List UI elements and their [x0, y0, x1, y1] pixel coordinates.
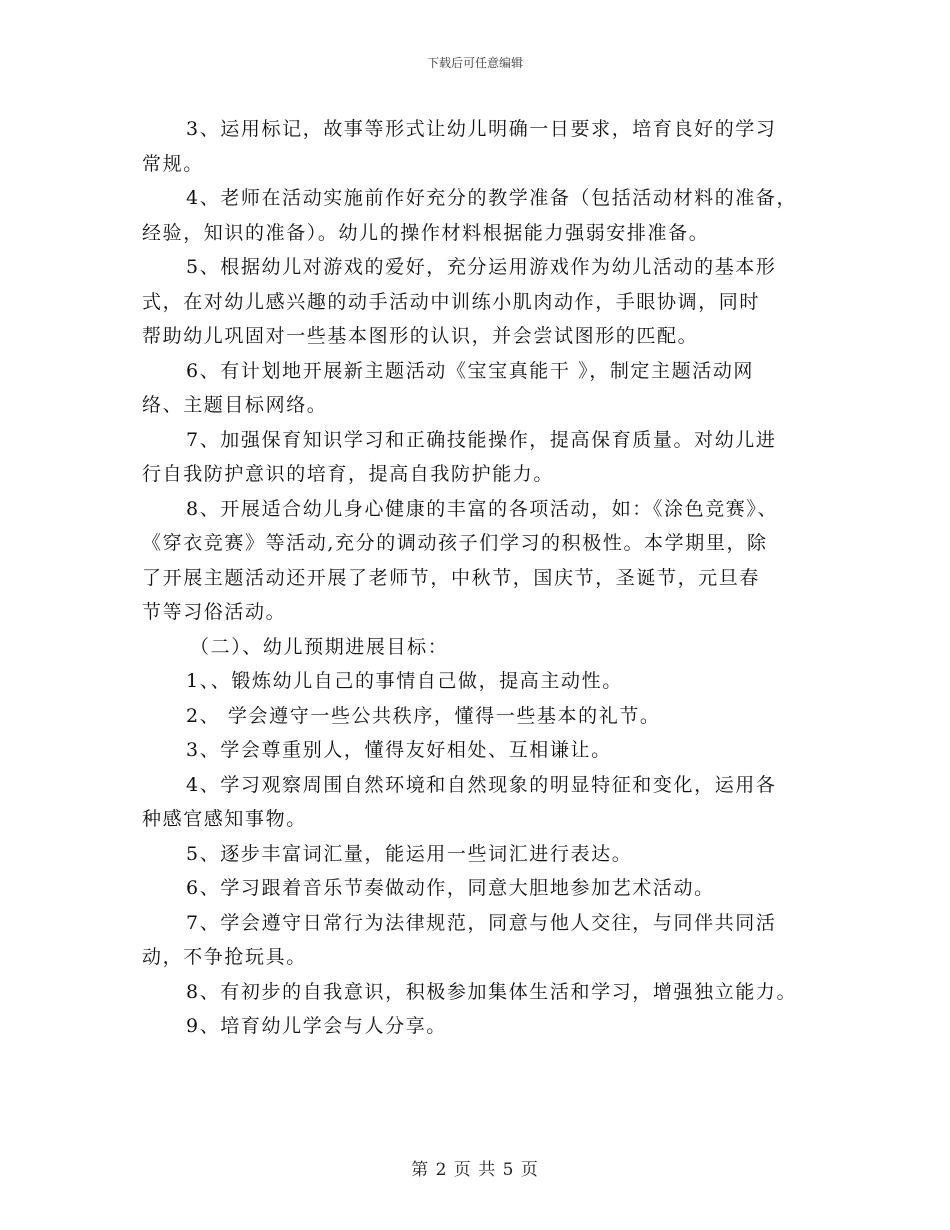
- paragraph: [142, 768, 822, 837]
- paragraph: [142, 112, 822, 181]
- text-line: 3、学会尊重别人，懂得友好相处、互相谦让。: [186, 739, 612, 761]
- paragraph: [142, 630, 822, 665]
- text-line: 8、开展适合幼儿身心健康的丰富的各项活动，如：《涂色竞赛》、: [186, 497, 779, 520]
- text-line: 6、学习跟着音乐节奏做动作，同意大胆地参加艺术活动。: [186, 877, 715, 899]
- paragraph: [142, 837, 822, 872]
- paragraph: [142, 354, 822, 423]
- paragraph: [142, 871, 822, 906]
- document-body: [142, 112, 822, 1044]
- paragraph: [142, 664, 822, 699]
- text-line: 1、、锻炼幼儿自己的事情自己做，提高主动性。: [186, 670, 623, 692]
- text-line: 2、 学会遵守一些公共秩序，懂得一些基本的礼节。: [186, 704, 661, 727]
- text-line: 4、老师在活动实施前作好充分的教学准备（包括活动材料的准备，: [186, 187, 798, 209]
- text-line: 3、运用标记，故事等形式让幼儿明确一日要求，培育良好的学习: [186, 118, 777, 140]
- text-line: 帮助幼儿巩固对一些基本图形的认识，并会尝试图形的匹配。: [142, 325, 699, 347]
- text-line: 经验，知识的准备）。幼儿的操作材料根据能力强弱安排准备。: [142, 221, 710, 244]
- text-line: 常规。: [142, 152, 204, 175]
- paragraph: [142, 733, 822, 768]
- paragraph: [142, 906, 822, 975]
- text-line: 节等习俗活动。: [142, 601, 287, 623]
- paragraph: [142, 492, 822, 630]
- text-line: 5、根据幼儿对游戏的爱好，充分运用游戏作为幼儿活动的基本形: [186, 256, 777, 278]
- paragraph: [142, 975, 822, 1010]
- text-line: 9、培育幼儿学会与人分享。: [186, 1015, 447, 1037]
- text-line: 7、加强保育知识学习和正确技能操作，提高保育质量。对幼儿进: [186, 428, 777, 451]
- page-header: 下载后可任意编辑: [426, 56, 523, 70]
- page-footer: 第 2 页 共 5 页: [411, 1160, 539, 1180]
- paragraph: [142, 699, 822, 734]
- text-line: 6、有计划地开展新主题活动《宝宝真能干 》，制定主题活动网: [186, 359, 755, 382]
- text-line: 种感官感知事物。: [142, 808, 307, 830]
- text-line: 5、逐步丰富词汇量，能运用一些词汇进行表达。: [186, 842, 633, 865]
- text-line: 式，在对幼儿感兴趣的动手活动中训练小肌肉动作，手眼协调，同时: [142, 290, 761, 313]
- text-line: 了开展主题活动还开展了老师节，中秋节，国庆节，圣诞节，元旦春: [142, 566, 761, 589]
- text-line: （二）、幼儿预期进展目标：: [190, 635, 449, 658]
- text-line: 动，不争抢玩具。: [142, 946, 307, 968]
- text-line: 8、有初步的自我意识，积极参加集体生活和学习，增强独立能力。: [186, 980, 798, 1003]
- paragraph: [142, 181, 822, 250]
- text-line: 行自我防护意识的培育，提高自我防护能力。: [142, 463, 555, 485]
- text-line: 《穿衣竞赛》等活动,充分的调动孩子们学习的积极性。本学期里，除: [142, 532, 768, 554]
- paragraph: [142, 423, 822, 492]
- text-line: 7、学会遵守日常行为法律规范，同意与他人交往，与同伴共同活: [186, 911, 777, 934]
- paragraph: [142, 250, 822, 354]
- text-line: 络、主题目标网络。: [142, 394, 328, 416]
- text-line: 4、学习观察周围自然环境和自然现象的明显特征和变化，运用各: [186, 773, 777, 796]
- paragraph: [142, 1009, 822, 1044]
